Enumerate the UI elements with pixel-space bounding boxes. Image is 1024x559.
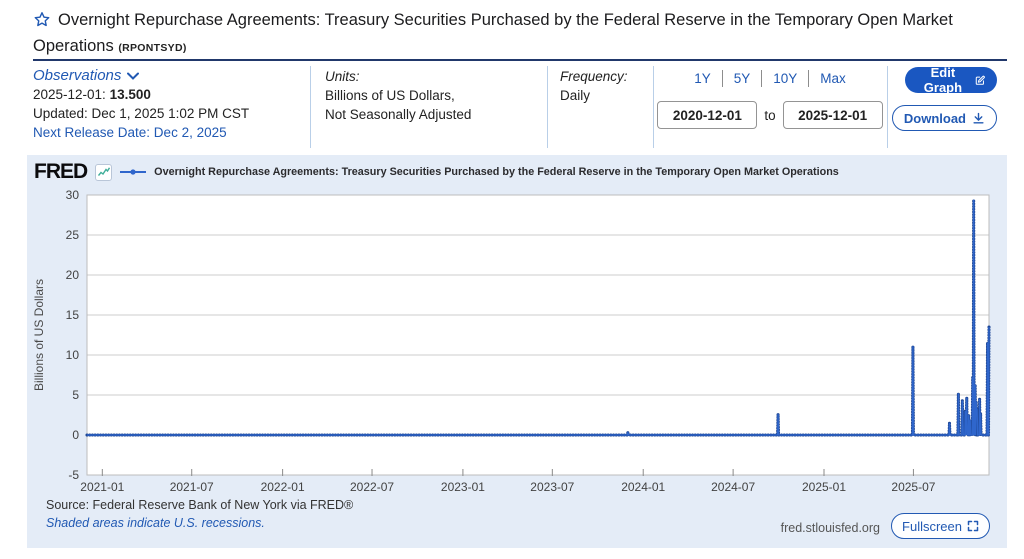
svg-text:-5: -5 bbox=[68, 468, 79, 482]
range-to-label: to bbox=[764, 107, 776, 123]
chevron-down-icon bbox=[127, 72, 139, 80]
observations-label: Observations bbox=[33, 67, 122, 84]
legend-series-label: Overnight Repurchase Agreements: Treasury Securities Purchased by the Federal Reserve in the Temporary Open Market Operations bbox=[154, 166, 839, 178]
frequency-label: Frequency: bbox=[560, 69, 628, 84]
meta-divider bbox=[887, 66, 888, 148]
frequency-section bbox=[560, 67, 628, 105]
updated-timestamp: Updated: Dec 1, 2025 1:02 PM CST bbox=[33, 106, 250, 121]
edit-graph-label: Edit Graph bbox=[923, 65, 963, 95]
fred-logo: FRED bbox=[34, 160, 88, 183]
next-release-link[interactable]: Next Release Date: Dec 2, 2025 bbox=[33, 125, 227, 140]
range-start-input[interactable] bbox=[657, 101, 757, 129]
chart-legend-row bbox=[34, 161, 839, 183]
chart-plot-area[interactable] bbox=[27, 155, 1007, 548]
svg-text:2024-07: 2024-07 bbox=[711, 480, 756, 494]
edit-graph-button[interactable] bbox=[905, 67, 997, 93]
latest-observation bbox=[33, 85, 249, 104]
svg-text:2022-07: 2022-07 bbox=[350, 480, 395, 494]
units-label: Units: bbox=[325, 69, 360, 84]
range-preset-5y[interactable]: 5Y bbox=[733, 70, 751, 86]
meta-divider bbox=[653, 66, 654, 148]
download-icon bbox=[972, 112, 985, 125]
download-label: Download bbox=[903, 110, 966, 126]
range-preset-10y[interactable]: 10Y bbox=[773, 70, 798, 86]
range-preset-1y[interactable]: 1Y bbox=[694, 70, 711, 86]
range-preset-max[interactable]: Max bbox=[820, 70, 846, 86]
latest-observation-value: 13.500 bbox=[109, 87, 151, 102]
page-title-text: Overnight Repurchase Agreements: Treasury Securities Purchased by the Federal Reserve in the Temporary Open Market Operations bbox=[33, 11, 953, 55]
site-label: fred.stlouisfed.org bbox=[780, 521, 880, 535]
svg-text:2025-07: 2025-07 bbox=[891, 480, 936, 494]
legend-line-marker bbox=[120, 168, 146, 176]
fullscreen-button[interactable] bbox=[891, 513, 990, 539]
observations-toggle[interactable] bbox=[33, 66, 139, 85]
meta-divider bbox=[547, 66, 548, 148]
chart-card bbox=[27, 155, 1007, 548]
svg-text:5: 5 bbox=[72, 388, 79, 402]
meta-row bbox=[0, 62, 1024, 152]
fullscreen-icon bbox=[967, 520, 979, 532]
latest-observation-date: 2025-12-01: bbox=[33, 87, 106, 102]
svg-text:25: 25 bbox=[65, 228, 79, 242]
units-section bbox=[325, 67, 471, 124]
svg-text:2021-07: 2021-07 bbox=[169, 480, 214, 494]
source-block bbox=[46, 496, 353, 532]
svg-text:Billions of US Dollars: Billions of US Dollars bbox=[32, 278, 46, 392]
observations-section bbox=[33, 66, 249, 142]
svg-text:2025-01: 2025-01 bbox=[801, 480, 847, 494]
svg-text:2023-01: 2023-01 bbox=[440, 480, 485, 494]
favorite-star-icon[interactable] bbox=[33, 11, 51, 35]
svg-text:10: 10 bbox=[65, 348, 79, 362]
date-range-section bbox=[660, 68, 880, 129]
page-title bbox=[33, 9, 993, 60]
svg-text:0: 0 bbox=[72, 428, 79, 442]
units-line2: Not Seasonally Adjusted bbox=[325, 107, 472, 122]
actions-section bbox=[905, 67, 997, 131]
title-divider bbox=[33, 59, 1007, 61]
svg-text:30: 30 bbox=[65, 188, 79, 202]
svg-text:20: 20 bbox=[65, 268, 79, 282]
fullscreen-label: Fullscreen bbox=[902, 518, 962, 534]
svg-text:2021-01: 2021-01 bbox=[80, 480, 125, 494]
svg-text:2022-01: 2022-01 bbox=[260, 480, 305, 494]
range-end-input[interactable] bbox=[783, 101, 883, 129]
svg-text:15: 15 bbox=[65, 308, 79, 322]
svg-text:2023-07: 2023-07 bbox=[530, 480, 575, 494]
edit-pencil-icon bbox=[975, 74, 985, 87]
svg-text:2024-01: 2024-01 bbox=[621, 480, 666, 494]
meta-divider bbox=[310, 66, 311, 148]
download-button[interactable] bbox=[892, 105, 997, 131]
frequency-value: Daily bbox=[560, 88, 591, 103]
fred-logo-chart-icon bbox=[95, 164, 112, 181]
recession-note-link[interactable]: Shaded areas indicate U.S. recessions. bbox=[46, 516, 265, 530]
units-line1: Billions of US Dollars, bbox=[325, 88, 455, 103]
range-presets bbox=[660, 68, 880, 88]
source-line: Source: Federal Reserve Bank of New York via FRED® bbox=[46, 498, 354, 512]
series-id: (RPONTSYD) bbox=[118, 42, 187, 54]
